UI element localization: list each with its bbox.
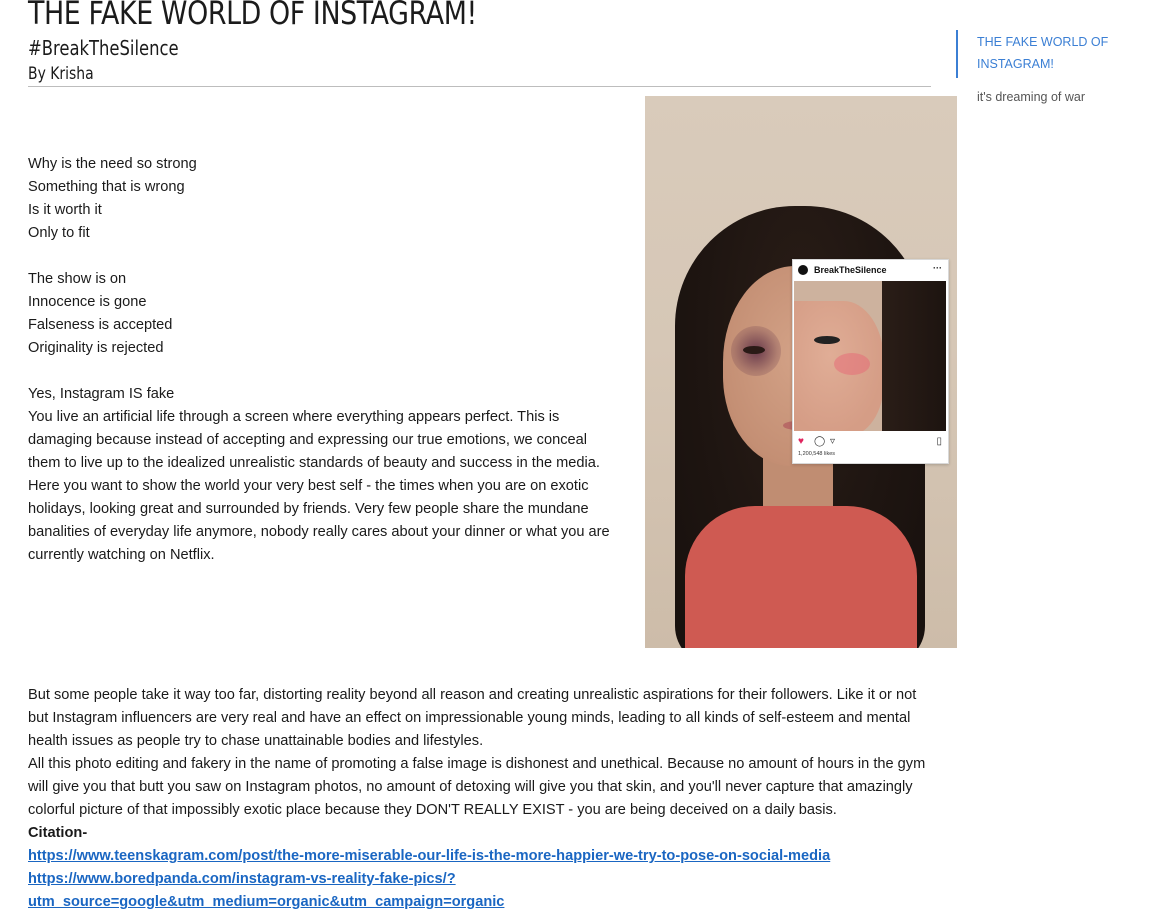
instagram-post-header	[793, 260, 948, 280]
comment-icon: ◯	[814, 436, 826, 447]
article-photo	[645, 96, 957, 648]
poem-line: Is it worth it	[28, 202, 102, 218]
poem-line: Innocence is gone	[28, 294, 147, 310]
instagram-likes: 1,200,548 likes	[798, 451, 835, 457]
instagram-post-footer	[793, 434, 948, 462]
poem	[28, 153, 618, 406]
citation-link-boredpanda[interactable]: https://www.boredpanda.com/instagram-vs-reality-fake-pics/?utm_source=google&utm_medium=organic&utm_campaign=organic	[28, 871, 505, 910]
paragraph: You live an artificial life through a screen where everything appears perfect. This is damaging because instead of accepting and expressing our true emotions, we conceal them to live up to the idealized unrealistic standards of beauty and success in the media. Here you want to show the world your very best self - the times when you are on exotic holidays, looking great and surrounded by friends. Very few people share the mundane banalities of everyday life anymore, nobody really cares about your dinner or what you are currently watching on Netflix.	[28, 409, 610, 563]
intro-prose	[28, 406, 618, 567]
paragraph: But some people take it way too far, distorting reality beyond all reason and creating unrealistic aspirations for their followers. Like it or not but Instagram influencers are very real and have an effect on impressionable young minds, leading to all kinds of self-esteem and mental health issues as people try to chase unattainable bodies and lifestyles.	[28, 687, 917, 749]
post-image-hair	[882, 281, 946, 431]
instagram-post-image	[794, 281, 946, 431]
profile-avatar-icon	[798, 265, 808, 275]
citation-link-teenskagram[interactable]: https://www.teenskagram.com/post/the-more-miserable-our-life-is-the-more-happier-we-try-to-pose-on-social-media	[28, 848, 831, 864]
send-icon: ▿	[830, 436, 836, 447]
photo-shirt	[685, 506, 917, 648]
stanza-break	[28, 360, 618, 383]
citation-label: Citation-	[28, 825, 88, 841]
poem-line: Only to fit	[28, 225, 90, 241]
instagram-username: BreakTheSilence	[814, 265, 887, 275]
poem-line: The show is on	[28, 271, 127, 287]
stanza-break	[28, 245, 618, 268]
toc-item-dreaming-of-war[interactable]: it's dreaming of war	[977, 90, 1085, 104]
paragraph: All this photo editing and fakery in the name of promoting a false image is dishonest and unethical. Because no amount of hours in the gym will give you that butt you saw on Instagram photos, no amount of detoxing will give you that skin, and you'll never capture that amazingly colorful picture of that impossibly exotic place because they DON'T REALLY EXIST - you are being deceived on a daily basis.	[28, 756, 926, 818]
header-divider	[28, 86, 931, 87]
instagram-post-card	[792, 259, 949, 464]
poem-line: Yes, Instagram IS fake	[28, 386, 175, 402]
more-options-icon: ···	[933, 263, 942, 273]
article-byline: By Krisha	[28, 64, 94, 84]
post-image-blush	[834, 353, 870, 375]
poem-line: Something that is wrong	[28, 179, 185, 195]
poem-line: Falseness is accepted	[28, 317, 173, 333]
toc-item-fake-world[interactable]: THE FAKE WORLD OF INSTAGRAM!	[977, 35, 1109, 71]
article-subtitle: #BreakTheSilence	[28, 36, 179, 60]
article-title: THE FAKE WORLD OF INSTAGRAM!	[28, 0, 477, 32]
heart-icon: ♥	[798, 436, 804, 447]
toc-active-indicator	[956, 30, 958, 78]
poem-line: Why is the need so strong	[28, 156, 197, 172]
photo-eye	[743, 346, 765, 354]
bookmark-icon: ▯	[936, 436, 942, 447]
post-image-eye	[814, 336, 840, 344]
poem-line: Originality is rejected	[28, 340, 164, 356]
lower-prose	[28, 684, 931, 914]
